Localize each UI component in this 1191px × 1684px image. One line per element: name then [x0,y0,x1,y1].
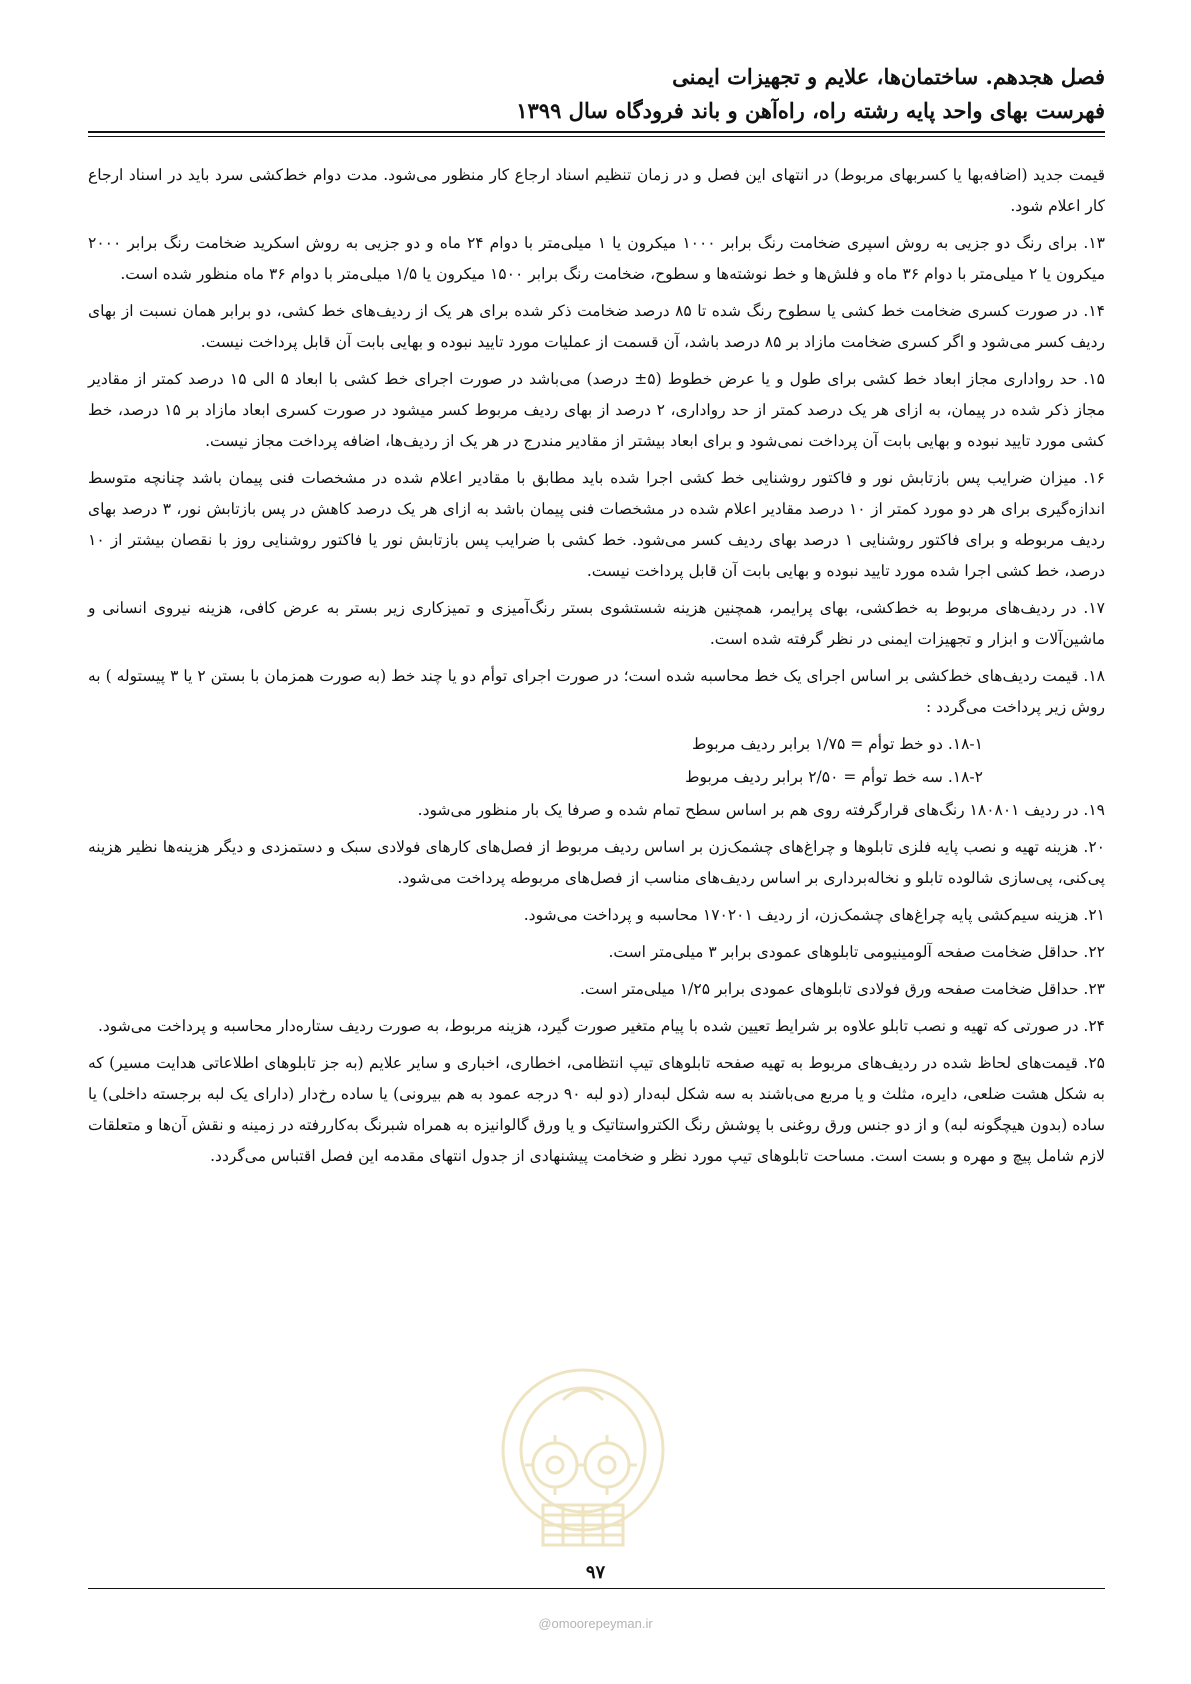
page-header [88,60,1105,128]
book-title: فهرست بهای واحد پایه رشته راه، راه‌آهن و باند فرودگاه سال ۱۳۹۹ [516,98,1105,123]
footer-rule [88,1588,1105,1589]
paragraph-25: ۲۵. قیمت‌های لحاظ شده در ردیف‌های مربوط به تهیه صفحه تابلوهای تیپ انتظامی، اخطاری، اخباری و سایر علایم (به جز تابلوهای اطلاعاتی هدایت مسیر) که به شکل هشت ضلعی، دایره، مثلث و یا مربع می‌باشند به سه شکل لبه‌دار (دو لبه ۹۰ درجه عمود به هم بیرونی) یا ساده رخ‌دار (دارای یک لبه برجسته داخلی) یا ساده (بدون هیچگونه لبه) و از دو جنس ورق روغنی با پوشش رنگ الکترواستاتیک و یا ورق گالوانیزه به همراه شبرنگ به‌کاررفته در زمینه و نقش آن‌ها و متعلقات لازم شامل پیچ و مهره و بست است. مساحت تابلوهای تیپ مورد نظر و ضخامت پیشنهادی از جدول انتهای مقدمه این فصل اقتباس می‌گردد. [88,1054,1105,1165]
paragraph-24: ۲۴. در صورتی که تهیه و نصب تابلو علاوه بر شرایط تعیین شده با پیام متغیر صورت گیرد، هزینه مربوط، به صورت ردیف ستاره‌دار محاسبه و پرداخت می‌شود. [97,1017,1105,1035]
paragraph-continuation: قیمت جدید (اضافه‌بها یا کسربهای مربوط) در انتهای این فصل و در زمان تنظیم اسناد ارجاع کار منظور می‌شود. مدت دوام خط‌کشی سرد باید در اسناد ارجاع کار اعلام شود. [88,166,1105,215]
gear-seal-logo-icon [495,1340,670,1570]
paragraph-23: ۲۳. حداقل ضخامت صفحه ورق فولادی تابلوهای عمودی برابر ۱/۲۵ میلی‌متر است. [580,980,1105,998]
page-number: ۹۷ [585,1562,606,1583]
paragraph-16: ۱۶. میزان ضرایب پس بازتابش نور و فاکتور روشنایی خط کشی اجرا شده باید مطابق با مقادیر اعلام شده در مشخصات فنی پیمان باشد چنانچه متوسط اندازه‌گیری برای هر دو مورد کمتر از ۱۰ درصد مقادیر اعلام شده در مشخصات فنی پیمان باشد به ازای هر یک درصد کاهش در پس بازتابش نور، ۳ درصد بهای ردیف مربوطه و برای فاکتور روشنایی ۱ درصد بهای ردیف کسر می‌شود. خط کشی با ضرایب پس بازتابش نور یا فاکتور روشنایی روز با نقصان بیشتر از ۱۰ درصد، خط کشی اجرا شده مورد تایید نبوده و بهایی بابت آن قابل پرداخت نیست. [88,469,1106,580]
paragraph-19: ۱۹. در ردیف ۱۸۰۸۰۱ رنگ‌های قرارگرفته روی هم بر اساس سطح تمام شده و صرفا یک بار منظور می‌شود. [417,801,1105,819]
paragraph-22: ۲۲. حداقل ضخامت صفحه آلومینیومی تابلوهای عمودی برابر ۳ میلی‌متر است. [608,943,1105,961]
paragraph-15: ۱۵. حد رواداری مجاز ابعاد خط کشی برای طول و یا عرض خطوط (۵± درصد) می‌باشد در صورت اجرای خط کشی با ابعاد ۵ الی ۱۵ درصد کمتر از مقادیر مجاز ذکر شده در پیمان، به ازای هر یک درصد کمتر از حد رواداری، ۲ درصد از بهای ردیف مربوط کسر میشود در صورت کسری ابعاد مازاد بر ۱۵ درصد، خط کشی مورد تایید نبوده و بهایی بابت آن پرداخت نمی‌شود و برای ابعاد بیشتر از مقادیر مندرج در هر یک از ردیف‌ها، اضافه پرداخت مجاز نیست. [88,370,1106,450]
sub-item-18-2: ۱۸-۲. سه خط توأم = ۲/۵۰ برابر ردیف مربوط [685,768,983,786]
paragraph-17: ۱۷. در ردیف‌های مربوط به خط‌کشی، بهای پرایمر، همچنین هزینه شستشوی بستر رنگ‌آمیزی و تمیزکاری زیر بستر به عرض کافی، هزینه نیروی انسانی و ماشین‌آلات و ابزار و تجهیزات ایمنی در نظر گرفته شده است. [88,599,1105,648]
paragraph-18: ۱۸. قیمت ردیف‌های خط‌کشی بر اساس اجرای یک خط محاسبه شده است؛ در صورت اجرای توأم دو یا چند خط (به صورت همزمان با بستن ۲ یا ۳ پیستوله ) به روش زیر پرداخت می‌گردد : [88,667,1105,716]
header-rule-thick [88,131,1105,133]
header-rule-thin [88,136,1105,137]
chapter-title: فصل هجدهم. ساختمان‌ها، علایم و تجهیزات ایمنی [672,64,1105,89]
paragraph-20: ۲۰. هزینه تهیه و نصب پایه فلزی تابلوها و چراغ‌های چشمک‌زن بر اساس ردیف مربوط از فصل‌های کارهای فولادی سبک و دستمزدی و دیگر هزینه‌ها نظیر هزینه پی‌کنی، پی‌سازی شالوده تابلو و نخاله‌برداری بر اساس ردیف‌های مناسب از فصل‌های مربوطه پرداخت می‌شود. [88,838,1105,887]
paragraph-13: ۱۳. برای رنگ دو جزیی به روش اسپری ضخامت رنگ برابر ۱۰۰۰ میکرون یا ۱ میلی‌متر با دوام ۲۴ ماه و دو جزیی به روش اسکرید ضخامت رنگ برابر ۲۰۰۰ میکرون یا ۲ میلی‌متر با دوام ۳۶ ماه و فلش‌ها و خط نوشته‌ها و سطوح، ضخامت رنگ برابر ۱۵۰۰ میکرون یا ۱/۵ میلی‌متر با دوام ۳۶ ماه منظور شده است. [88,234,1105,283]
sub-item-18-1: ۱۸-۱. دو خط توأم = ۱/۷۵ برابر ردیف مربوط [692,735,983,753]
body-text [88,160,1105,1178]
paragraph-21: ۲۱. هزینه سیم‌کشی پایه چراغ‌های چشمک‌زن، از ردیف ۱۷۰۲۰۱ محاسبه و پرداخت می‌شود. [523,906,1105,924]
website-watermark: @omoorepeyman.ir [538,1616,653,1631]
paragraph-14: ۱۴. در صورت کسری ضخامت خط کشی یا سطوح رنگ شده تا ۸۵ درصد ضخامت ذکر شده برای هر یک از ردیف‌های خط کشی، دو برابر همان نسبت از بهای ردیف کسر می‌شود و اگر کسری ضخامت مازاد بر ۸۵ درصد باشد، آن قسمت از عملیات مورد تایید نبوده و بهایی بابت آن قابل پرداخت نیست. [88,302,1105,351]
